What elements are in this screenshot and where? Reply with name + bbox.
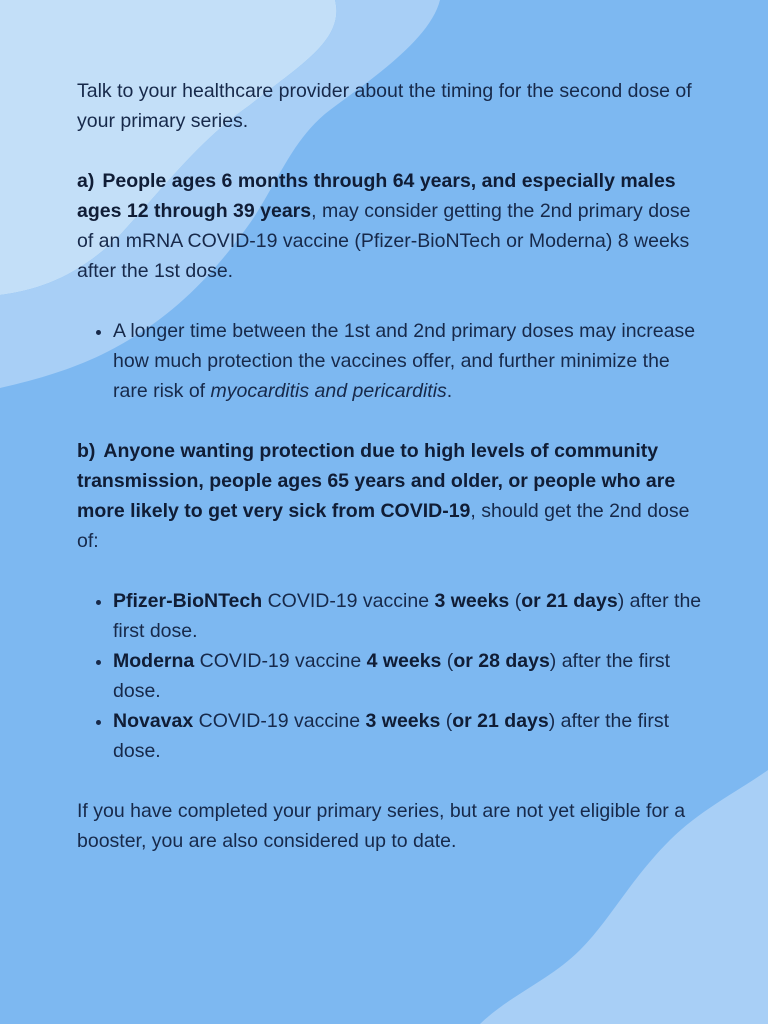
vaccine-weeks: 3 weeks: [434, 590, 510, 612]
paren-open: (: [440, 710, 453, 732]
vaccine-brand: Moderna: [113, 650, 195, 672]
vaccine-mid: COVID-19 vaccine: [262, 590, 435, 612]
paren-close: ): [549, 650, 557, 672]
section-b-text: , should get the 2nd dose of:: [77, 500, 690, 552]
vaccine-mid: COVID-19 vaccine: [194, 650, 367, 672]
section-a-list: [77, 316, 702, 406]
vaccine-list: [77, 586, 702, 766]
vaccine-weeks: 3 weeks: [365, 710, 441, 732]
paren-close: ): [548, 710, 556, 732]
vaccine-tail: after the first dose.: [113, 650, 671, 702]
list-item: [113, 586, 702, 646]
intro-paragraph: Talk to your healthcare provider about the timing for the second dose of your primary series.: [77, 80, 692, 132]
section-b-bold: Anyone wanting protection due to high levels of community transmission, people ages 65 years and older, or people who are more likely to get very sick from COVID-19: [77, 440, 676, 522]
section-b-label: b): [77, 440, 96, 462]
paren-open: (: [441, 650, 454, 672]
vaccine-weeks: 4 weeks: [366, 650, 442, 672]
bullet-text: A longer time between the 1st and 2nd primary doses may increase how much protection the vaccines offer, and further minimize the rare risk of: [113, 320, 696, 402]
vaccine-mid: COVID-19 vaccine: [193, 710, 366, 732]
vaccine-brand: Pfizer-BioNTech: [113, 590, 263, 612]
list-item: [113, 706, 702, 766]
closing-paragraph: If you have completed your primary series, but are not yet eligible for a booster, you are also considered up to date.: [77, 800, 686, 852]
section-a-text: , may consider getting the 2nd primary dose of an mRNA COVID-19 vaccine (Pfizer-BioNTech or Moderna) 8 weeks after the 1st dose.: [77, 200, 691, 282]
vaccine-days: or 21 days: [521, 590, 618, 612]
bullet-end: .: [446, 380, 453, 402]
vaccine-tail: after the first dose.: [113, 710, 670, 762]
bullet-italic: myocarditis and pericarditis: [210, 380, 447, 402]
vaccine-days: or 21 days: [452, 710, 549, 732]
vaccine-brand: Novavax: [113, 710, 194, 732]
section-a-bold: People ages 6 months through 64 years, and especially males ages 12 through 39 years: [77, 170, 676, 222]
vaccine-days: or 28 days: [453, 650, 550, 672]
section-a-paragraph: [77, 166, 702, 286]
paren-close: ): [617, 590, 625, 612]
section-a-label: a): [77, 170, 95, 192]
section-b-paragraph: [77, 436, 702, 556]
list-item: [113, 646, 702, 706]
paren-open: (: [509, 590, 522, 612]
list-item: [113, 316, 702, 406]
document-body: [77, 76, 702, 856]
vaccine-tail: after the first dose.: [113, 590, 702, 642]
